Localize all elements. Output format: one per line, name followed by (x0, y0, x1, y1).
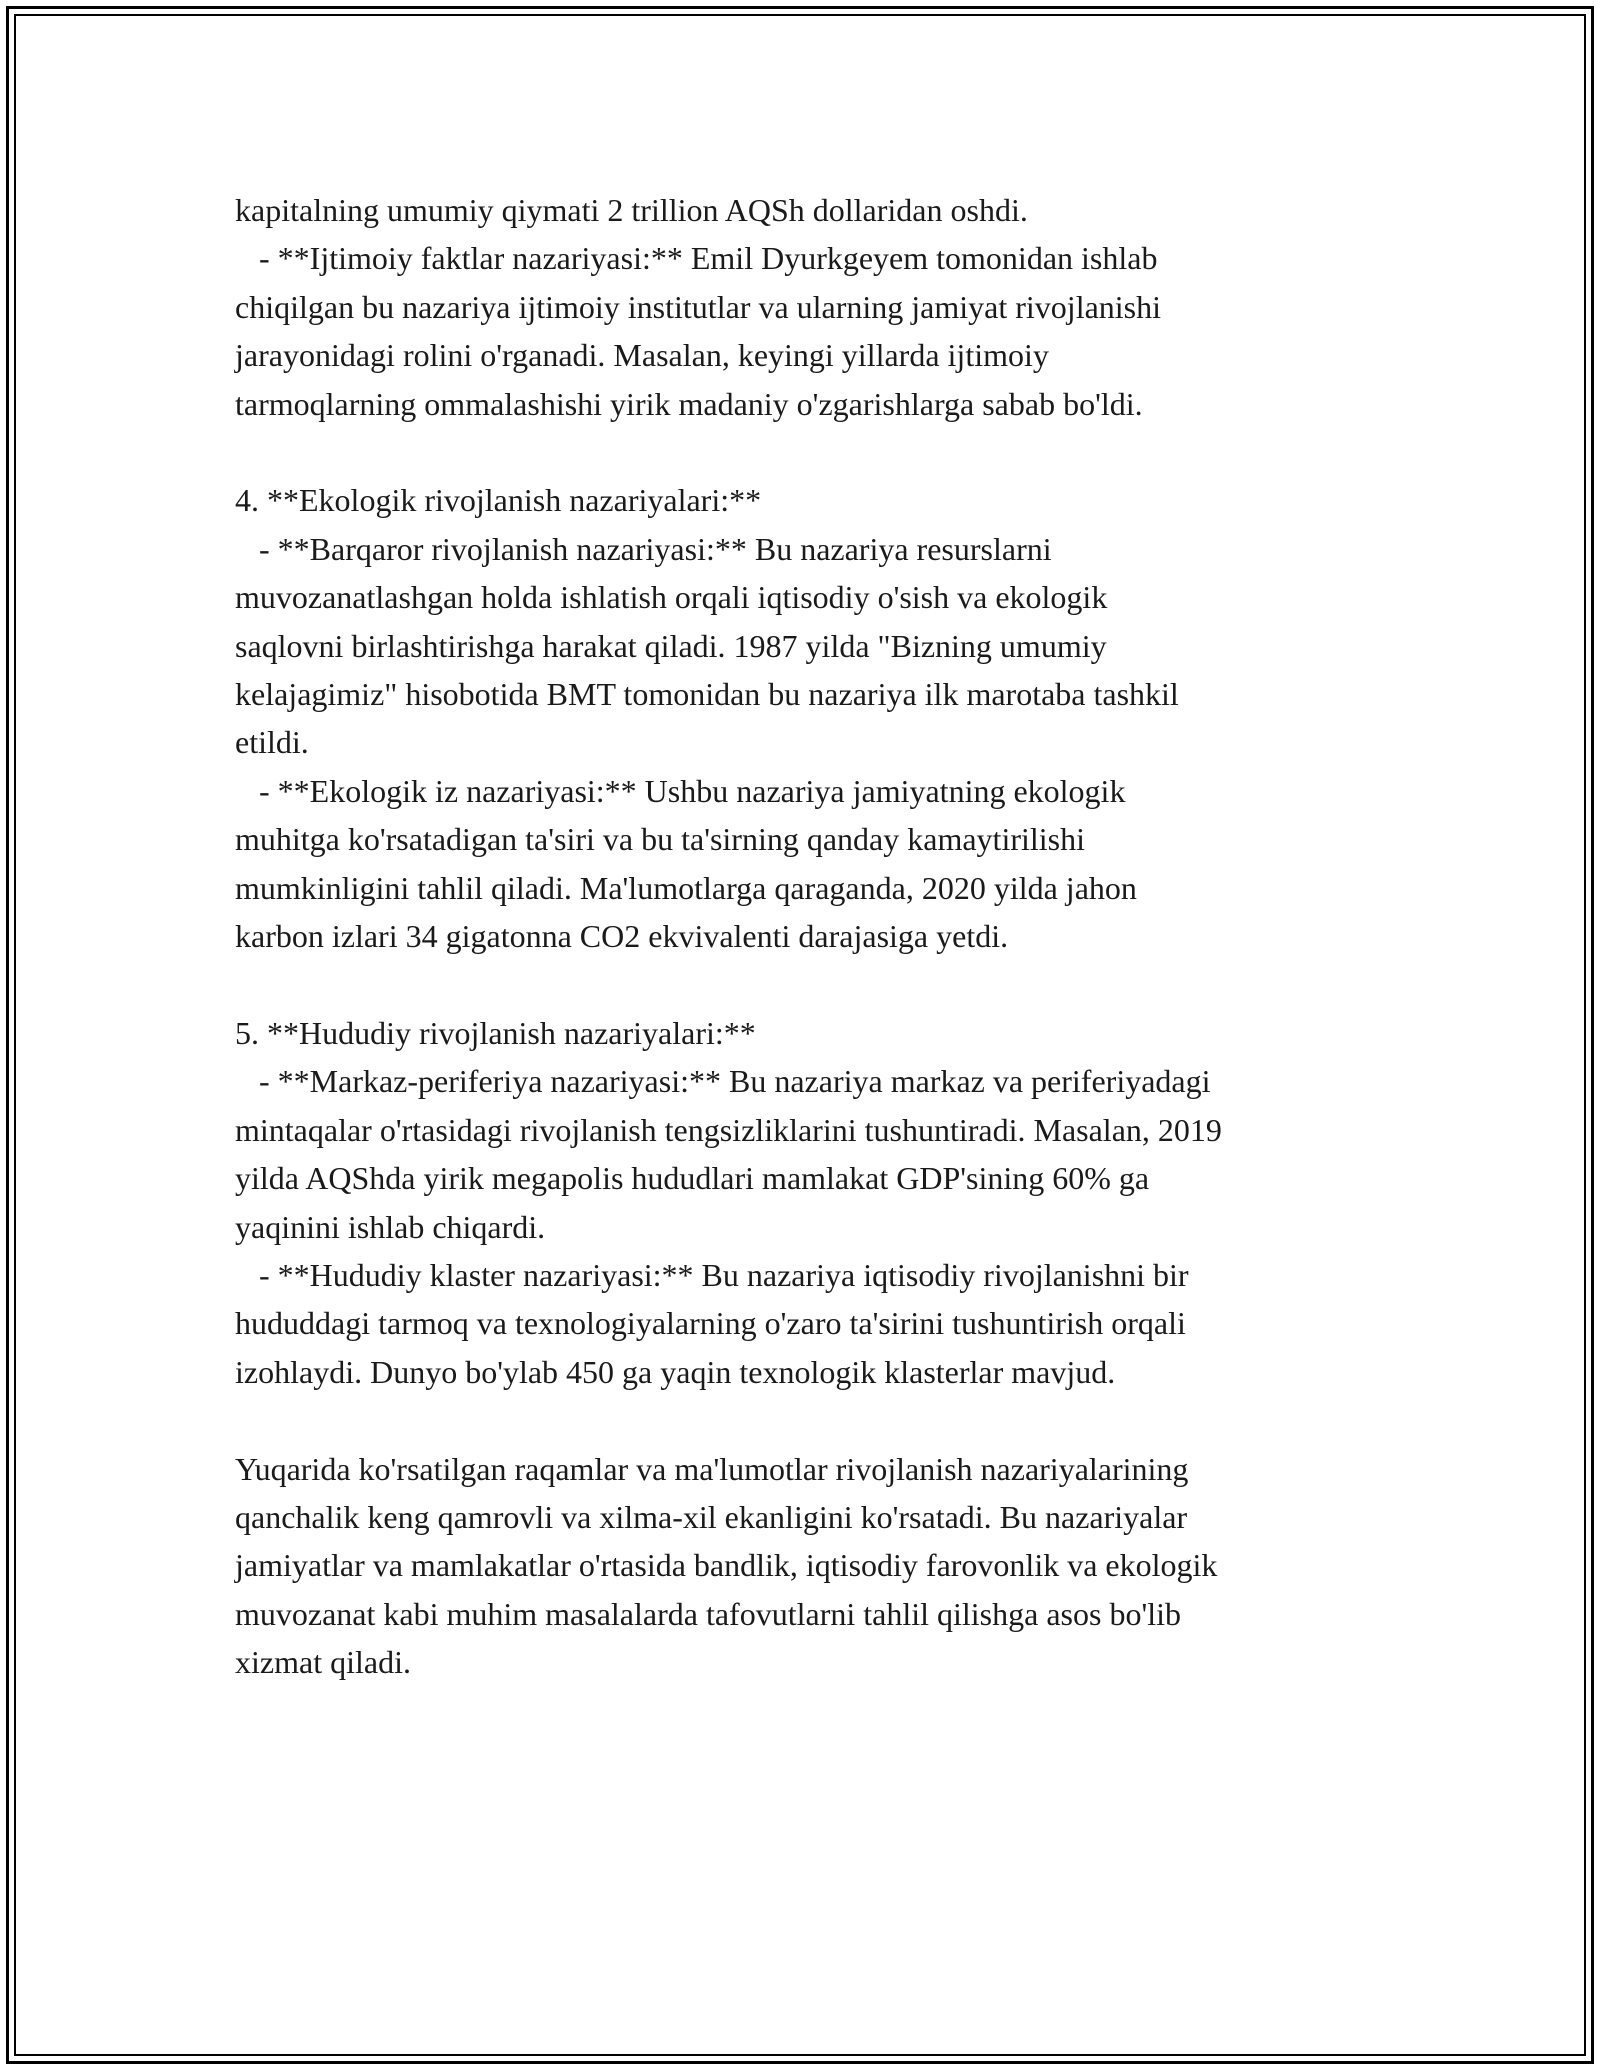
text-line: Yuqarida ko'rsatilgan raqamlar va ma'lumotlar rivojlanish nazariyalarining (235, 1450, 1189, 1487)
text-line: qanchalik keng qamrovli va xilma-xil ekanligini ko'rsatadi. Bu nazariyalar (235, 1498, 1188, 1535)
text-line: tarmoqlarning ommalashishi yirik madaniy o'zgarishlarga sabab bo'ldi. (235, 385, 1143, 422)
text-line: xizmat qiladi. (235, 1644, 411, 1681)
text-line: - **Hududiy klaster nazariyasi:** Bu nazariya iqtisodiy rivojlanishni bir (235, 1256, 1189, 1293)
text-line: - **Ekologik iz nazariyasi:** Ushbu nazariya jamiyatning ekologik (235, 772, 1126, 809)
text-line: saqlovni birlashtirishga harakat qiladi. 1987 yilda "Bizning umumiy (235, 627, 1107, 664)
text-line: kapitalning umumiy qiymati 2 trillion AQSh dollaridan oshdi. (235, 192, 1028, 228)
text-line: kelajagimiz" hisobotida BMT tomonidan bu nazariya ilk marotaba tashkil (235, 676, 1179, 713)
text-line: hududdagi tarmoq va texnologiyalarning o'zaro ta'sirini tushuntirish orqali (235, 1305, 1186, 1342)
blank-line (235, 960, 1385, 1008)
text-line: izohlaydi. Dunyo bo'ylab 450 ga yaqin texnologik klasterlar mavjud. (235, 1353, 1116, 1390)
text-line: - **Markaz-periferiya nazariyasi:** Bu nazariya markaz va periferiyadagi (235, 1063, 1211, 1100)
text-line: mumkinligini tahlil qiladi. Ma'lumotlarga qaraganda, 2020 yilda jahon (235, 869, 1137, 906)
text-line: - **Ijtimoiy faktlar nazariyasi:** Emil Dyurkgeyem tomonidan ishlab (235, 240, 1158, 277)
text-line: muhitga ko'rsatadigan ta'siri va bu ta'sirning qanday kamaytirilishi (235, 821, 1085, 858)
text-line: chiqilgan bu nazariya ijtimoiy institutlar va ularning jamiyat rivojlanishi (235, 288, 1162, 325)
blank-line (235, 1396, 1385, 1444)
text-line: etildi. (235, 724, 309, 761)
text-line: karbon izlari 34 gigatonna CO2 ekvivalenti darajasiga yetdi. (235, 918, 1009, 955)
text-line: jamiyatlar va mamlakatlar o'rtasida bandlik, iqtisodiy farovonlik va ekologik (235, 1547, 1218, 1584)
text-line: muvozanatlashgan holda ishlatish orqali iqtisodiy o'sish va ekologik (235, 579, 1108, 616)
text-line: mintaqalar o'rtasidagi rivojlanish tengsizliklarini tushuntiradi. Masalan, 2019 (235, 1111, 1222, 1148)
section-heading: 4. **Ekologik rivojlanish nazariyalari:** (235, 482, 762, 519)
text-line: muvozanat kabi muhim masalalarda tafovutlarni tahlil qilishga asos bo'lib (235, 1595, 1181, 1632)
blank-line (235, 428, 1385, 476)
text-line: yaqinini ishlab chiqardi. (235, 1208, 546, 1245)
text-line: jarayonidagi rolini o'rganadi. Masalan, keyingi yillarda ijtimoiy (235, 337, 1049, 374)
document-body (235, 186, 1385, 1687)
section-heading: 5. **Hududiy rivojlanish nazariyalari:** (235, 1014, 756, 1051)
text-line: yilda AQShda yirik megapolis hududlari mamlakat GDP'sining 60% ga (235, 1160, 1150, 1197)
text-line: - **Barqaror rivojlanish nazariyasi:** Bu nazariya resurslarni (235, 530, 1052, 567)
